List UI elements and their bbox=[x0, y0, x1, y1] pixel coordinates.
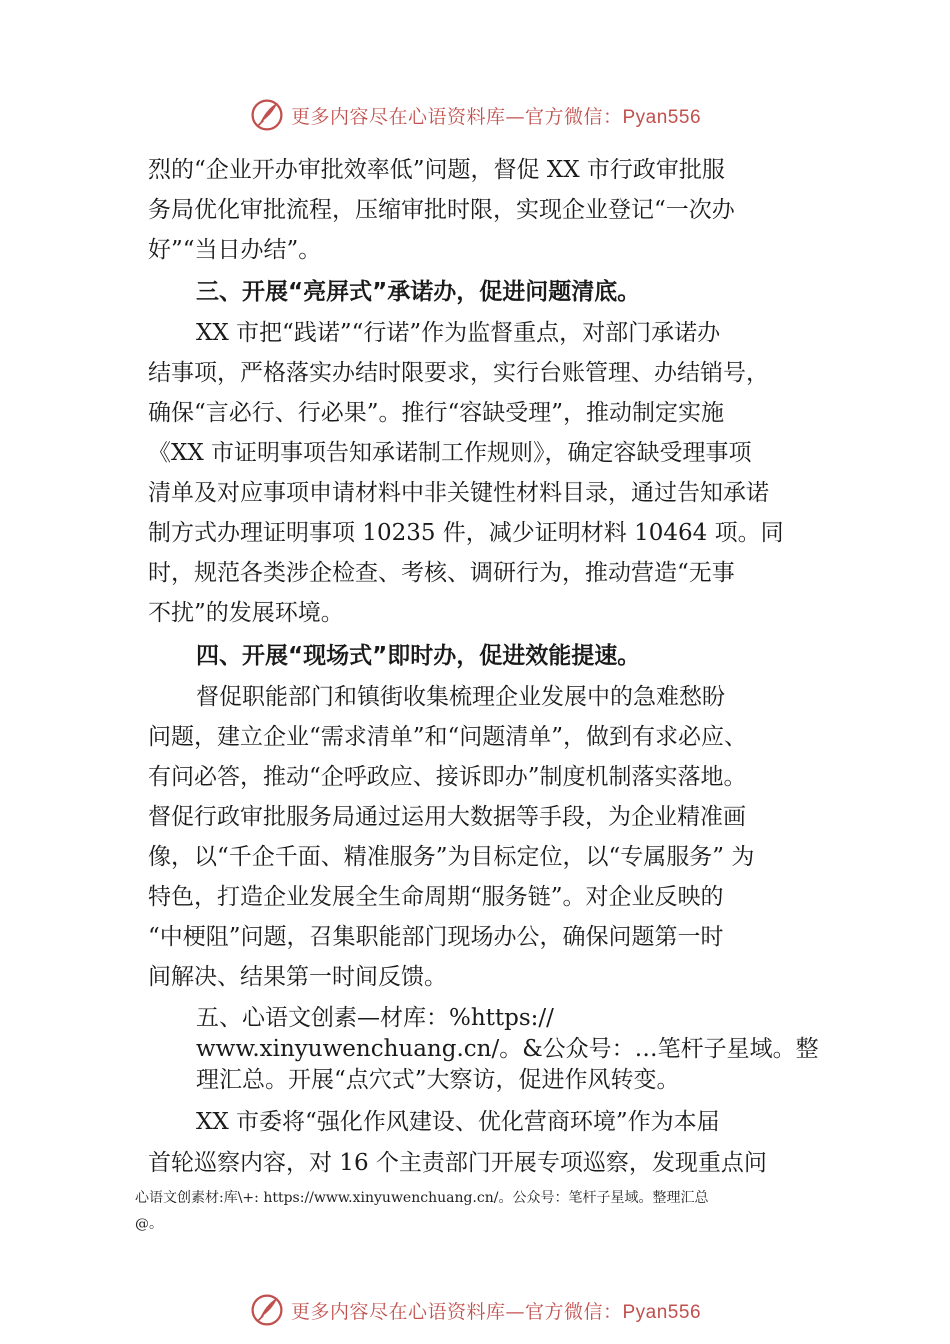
quill-logo-icon bbox=[249, 97, 285, 133]
bottom-banner bbox=[0, 1290, 950, 1330]
paragraph-line: 督促行政审批服务局通过运用大数据等手段，为企业精准画 bbox=[148, 804, 746, 830]
banner-wechat-label: 官方微信： bbox=[524, 105, 623, 128]
banner-text bbox=[291, 1297, 701, 1324]
paragraph-line: 问题，建立企业“需求清单”和“问题清单”，做到有求必应、 bbox=[148, 724, 748, 750]
banner-text bbox=[291, 102, 701, 129]
paragraph-line: 清单及对应事项申请材料中非关键性材料目录，通过告知承诺 bbox=[148, 480, 769, 506]
paragraph-line: 务局优化审批流程，压缩审批时限，实现企业登记“一次办 bbox=[148, 197, 735, 223]
paragraph-line: 理汇总。开展“点穴式”大察访，促进作风转变。 bbox=[196, 1067, 680, 1093]
footer-note bbox=[135, 1185, 835, 1237]
banner-separator: — bbox=[505, 105, 525, 128]
paragraph-line: 督促职能部门和镇街收集梳理企业发展中的急难愁盼 bbox=[196, 684, 725, 710]
paragraph-line: 首轮巡察内容，对 16 个主责部门开展专项巡察，发现重点问 bbox=[148, 1150, 767, 1176]
footer-note-line: 心语文创素材:库\+: https://www.xinyuwenchuang.cn/。公众号：笔杆子星域。整理汇总 bbox=[135, 1190, 709, 1206]
paragraph-line: “中梗阻”问题，召集职能部门现场办公，确保问题第一时 bbox=[148, 924, 724, 950]
paragraph-line: 结事项，严格落实办结时限要求，实行台账管理、办结销号， bbox=[148, 360, 769, 386]
paragraph-line: 时，规范各类涉企检查、考核、调研行为，推动营造“无事 bbox=[148, 560, 735, 586]
paragraph-line: XX 市委将“强化作风建设、优化营商环境”作为本届 bbox=[196, 1109, 720, 1135]
paragraph-line: 烈的“企业开办审批效率低”问题，督促 XX 市行政审批服 bbox=[148, 157, 725, 183]
paragraph-line: 五、心语文创素—材库：%https:// bbox=[196, 1005, 554, 1031]
paragraph-line: 好”“当日办结”。 bbox=[148, 237, 322, 263]
paragraph-line: 制方式办理证明事项 10235 件，减少证明材料 10464 项。同 bbox=[148, 520, 784, 546]
paragraph-line: 有问必答，推动“企呼政应、接诉即办”制度机制落实落地。 bbox=[148, 764, 747, 790]
section-heading: 三、开展“亮屏式”承诺办，促进问题清底。 bbox=[196, 279, 641, 305]
paragraph-line: 《XX 市证明事项告知承诺制工作规则》，确定容缺受理事项 bbox=[148, 440, 752, 466]
banner-wechat-id: Pyan556 bbox=[622, 1301, 702, 1323]
paragraph-line: 不扰”的发展环境。 bbox=[148, 600, 344, 626]
paragraph-line: www.xinyuwenchuang.cn/。&公众号：…笔杆子星域。整 bbox=[196, 1036, 819, 1062]
quill-logo-icon bbox=[249, 1292, 285, 1328]
paragraph-line: XX 市把“践诺”“行诺”作为监督重点，对部门承诺办 bbox=[196, 320, 721, 346]
paragraph-line: 确保“言必行、行必果”。推行“容缺受理”，推动制定实施 bbox=[148, 400, 725, 426]
banner-wechat-label: 官方微信： bbox=[524, 1300, 623, 1323]
top-banner bbox=[0, 95, 950, 135]
paragraph-line: 像，以“千企千面、精准服务”为目标定位，以“专属服务” 为 bbox=[148, 844, 755, 870]
banner-main-text: 更多内容尽在心语资料库 bbox=[290, 1300, 506, 1323]
banner-main-text: 更多内容尽在心语资料库 bbox=[290, 105, 506, 128]
section-heading: 四、开展“现场式”即时办，促进效能提速。 bbox=[196, 643, 641, 669]
banner-wechat-id: Pyan556 bbox=[622, 106, 702, 128]
footer-note-line: @。 bbox=[135, 1216, 163, 1232]
paragraph-line: 特色，打造企业发展全生命周期“服务链”。对企业反映的 bbox=[148, 884, 724, 910]
paragraph-line: 间解决、结果第一时间反馈。 bbox=[148, 964, 447, 990]
banner-separator: — bbox=[505, 1300, 525, 1323]
